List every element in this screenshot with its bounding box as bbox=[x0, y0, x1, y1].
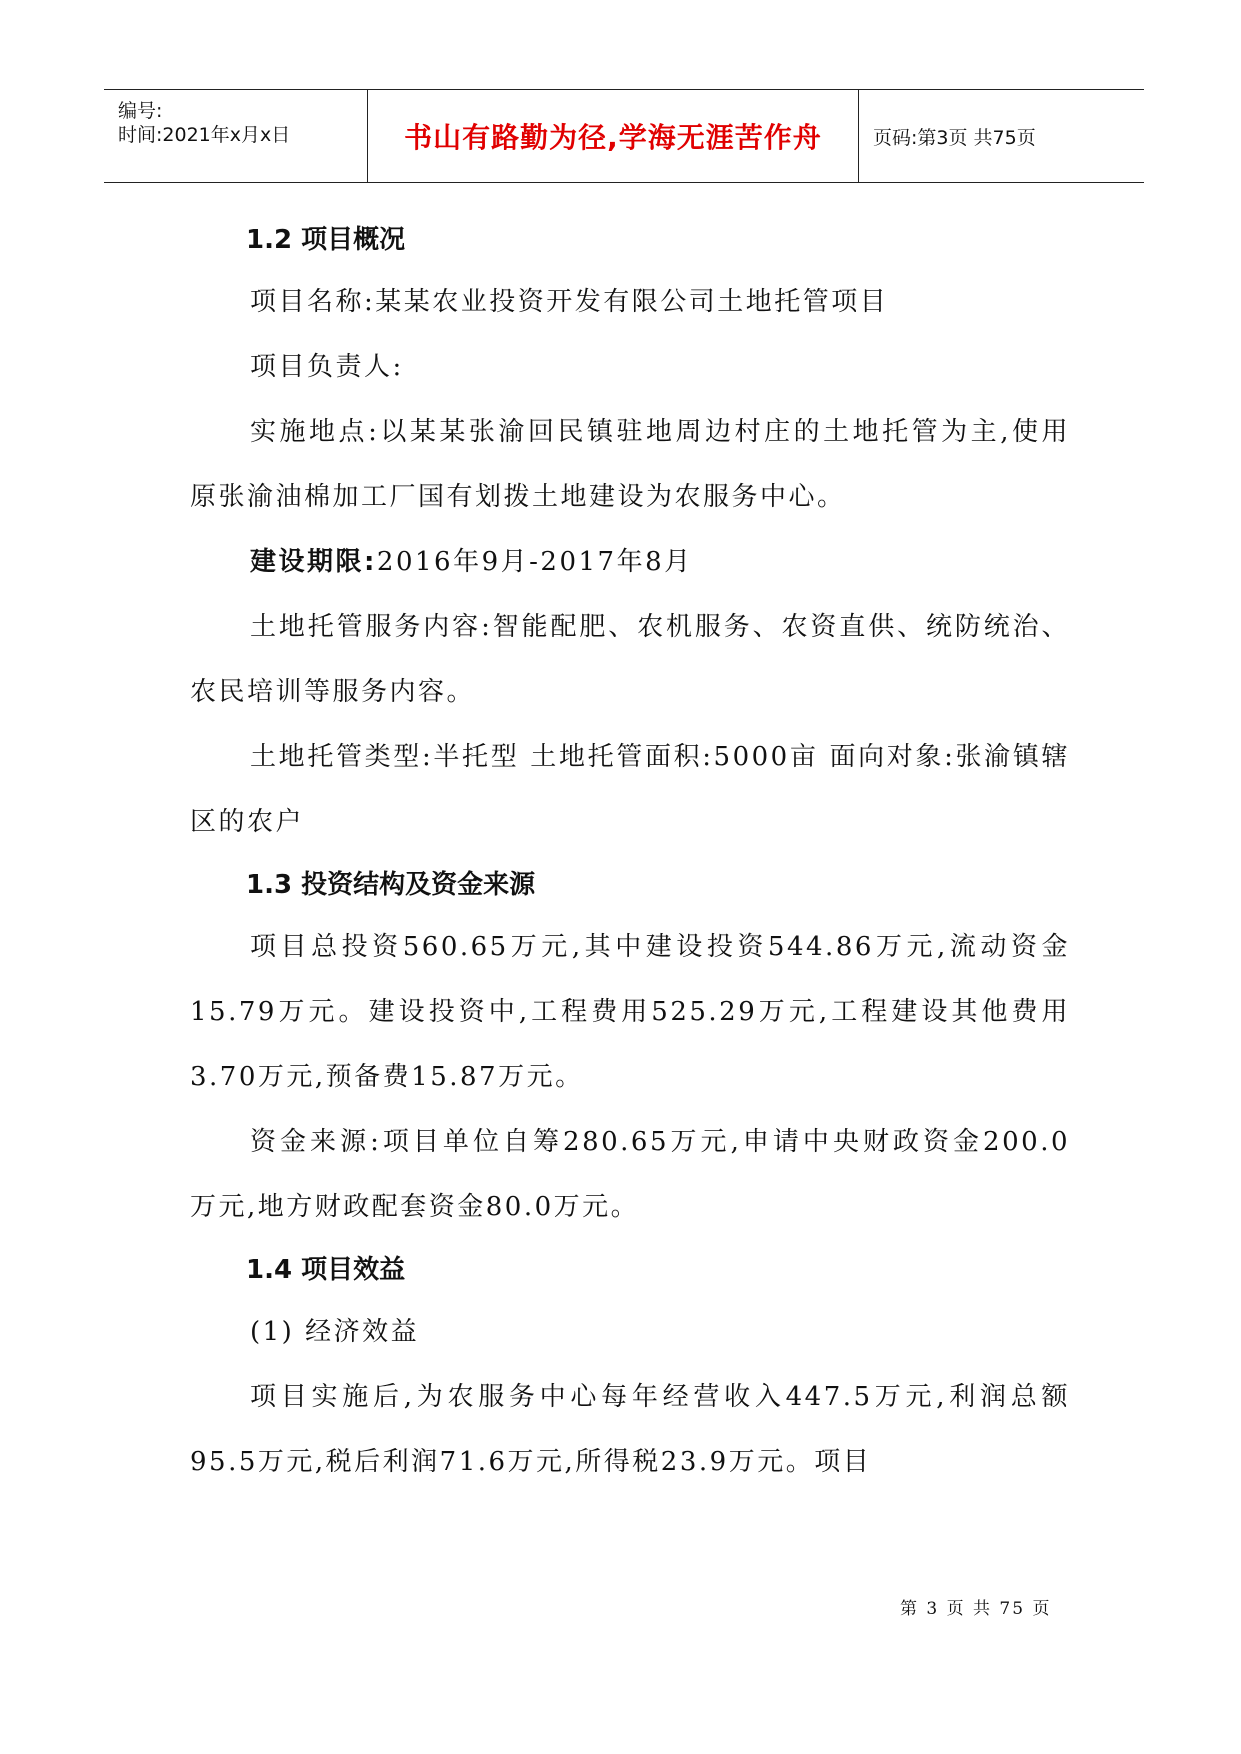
paragraph-total-investment: 项目总投资560.65万元,其中建设投资544.86万元,流动资金 15.79万元。建设投资中,工程费用525.29万元,工程建设其他费用 3.70万元,预备费15.87万元。 bbox=[190, 932, 1070, 1092]
paragraph-period bbox=[190, 530, 1070, 595]
page-footer: 第 3 页 共 75 页 bbox=[900, 1599, 1052, 1619]
paragraph-project-name: 项目名称:某某农业投资开发有限公司土地托管项目 bbox=[250, 287, 889, 317]
paragraph-economic-benefit-title: (1) 经济效益 bbox=[250, 1317, 420, 1347]
section-heading-1-3: 1.3 投资结构及资金来源 bbox=[246, 870, 536, 900]
header-motto-cell bbox=[368, 90, 859, 182]
time-label: 时间:2021年x月x日 bbox=[118, 124, 291, 146]
period-value: 2016年9月-2017年8月 bbox=[376, 547, 693, 577]
document-body bbox=[190, 210, 1070, 1495]
header-meta-cell bbox=[104, 90, 368, 182]
page-code: 页码:第3页 共75页 bbox=[873, 126, 1036, 149]
paragraph-project-lead: 项目负责人: bbox=[250, 352, 404, 382]
motto-text: 书山有路勤为径,学海无涯苦作舟 bbox=[404, 121, 822, 154]
paragraph-service-type: 土地托管类型:半托型 土地托管面积:5000亩 面向对象:张渝镇辖区的农户 bbox=[190, 742, 1070, 837]
paragraph-funding-source: 资金来源:项目单位自筹280.65万元,申请中央财政资金200.0 万元,地方财政配套资金80.0万元。 bbox=[190, 1127, 1070, 1222]
header-page-cell bbox=[859, 90, 1144, 182]
period-label: 建设期限: bbox=[250, 547, 377, 577]
paragraph-location: 实施地点:以某某张渝回民镇驻地周边村庄的土地托管为主,使用原张渝油棉加工厂国有划拨土地建设为农服务中心。 bbox=[190, 417, 1070, 512]
section-heading-1-4: 1.4 项目效益 bbox=[246, 1255, 406, 1285]
page-header bbox=[104, 89, 1144, 183]
paragraph-economic-benefit: 项目实施后,为农服务中心每年经营收入447.5万元,利润总额 95.5万元,税后利润71.6万元,所得税23.9万元。项目 bbox=[190, 1382, 1070, 1477]
section-heading-1-2: 1.2 项目概况 bbox=[246, 225, 406, 255]
serial-label: 编号: bbox=[118, 100, 163, 122]
paragraph-service-content: 土地托管服务内容:智能配肥、农机服务、农资直供、统防统治、农民培训等服务内容。 bbox=[190, 612, 1070, 707]
